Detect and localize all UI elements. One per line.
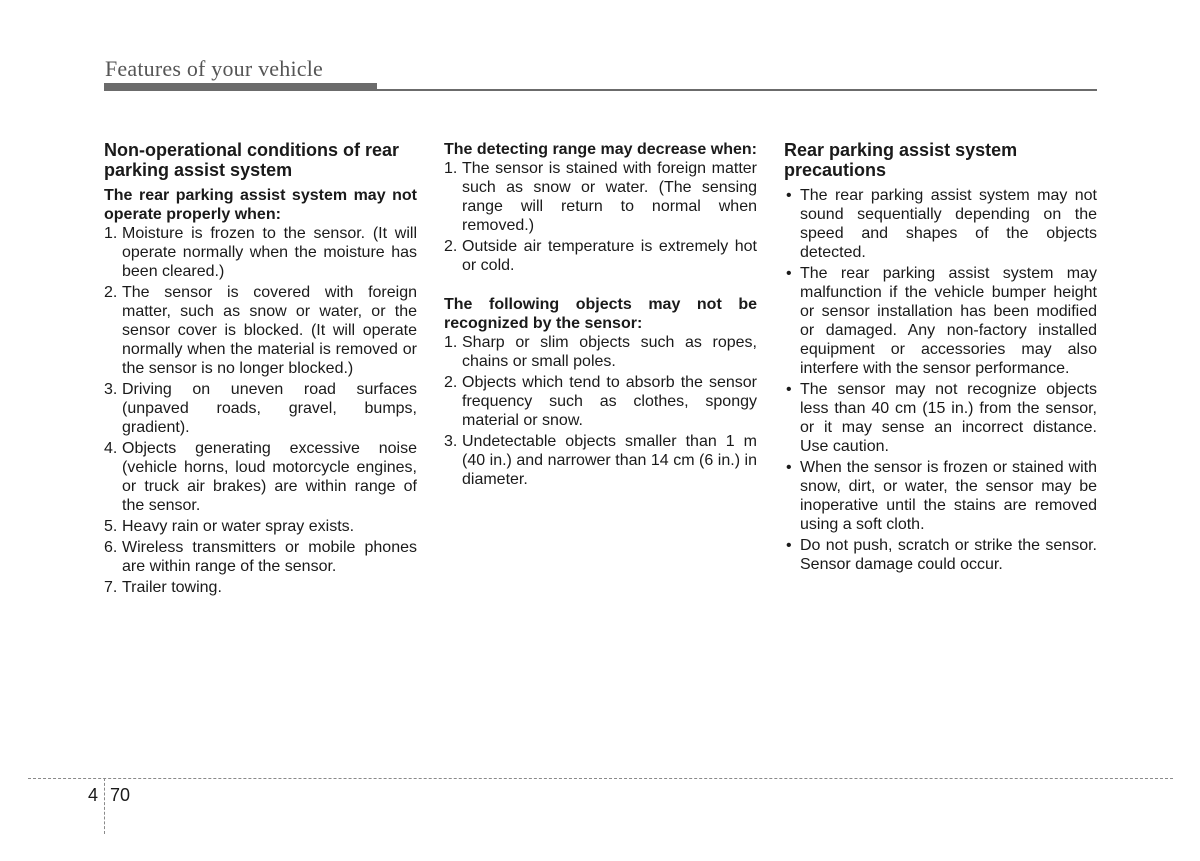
precautions-list [784,186,1097,574]
bullet-icon: • [786,459,792,476]
footer-vertical-dashed-rule [104,778,105,834]
detecting-range-list [444,159,757,275]
bullet-icon: • [786,265,792,282]
list-item: 3. Driving on uneven road surfaces (unpaved roads, gravel, bumps, gradient). [104,381,417,436]
subheading-detecting-range: The detecting range may decrease when: [444,141,757,158]
column-middle [444,140,757,491]
list-item: 5. Heavy rain or water spray exists. [104,518,355,535]
list-item: 6. Wireless transmitters or mobile phones are within range of the sensor. [104,539,417,575]
list-item: 2. Objects which tend to absorb the sensor frequency such as clothes, spongy material or snow. [444,374,757,429]
list-item: • When the sensor is frozen or stained with snow, dirt, or water, the sensor may be inoperative until the stains are removed using a soft cloth. [786,459,1097,533]
bullet-icon: • [786,381,792,398]
header-rule-thin [377,89,1097,91]
subheading-may-not-operate: The rear parking assist system may not operate properly when: [104,187,417,223]
list-item: • The sensor may not recognize objects less than 40 cm (15 in.) from the sensor, or it may sense an incorrect distance. Use caution. [786,381,1097,455]
list-item: 7. Trailer towing. [104,579,222,596]
list-item: 2. Outside air temperature is extremely hot or cold. [444,238,757,274]
non-operational-list [104,224,417,597]
list-item: • The rear parking assist system may malfunction if the vehicle bumper height or sensor installation has been modified or damaged. Any non-factory installed equipment or accessories may also interfere with the sensor performance. [786,265,1097,377]
list-item: 1. The sensor is stained with foreign matter such as snow or water. (The sensing range will return to normal when removed.) [444,160,757,234]
list-item: 1. Moisture is frozen to the sensor. (It will operate normally when the moisture has been cleared.) [104,225,417,280]
list-item: 1. Sharp or slim objects such as ropes, chains or small poles. [444,334,757,370]
header-rule-thick [104,83,377,91]
section-heading-precautions: Rear parking assist system precautions [784,140,1018,180]
list-item: • The rear parking assist system may not sound sequentially depending on the speed and shapes of the objects detected. [786,187,1097,261]
section-heading-non-operational: Non-operational conditions of rear parking assist system [104,140,400,180]
section-number: 4 [88,785,99,805]
bullet-icon: • [786,537,792,554]
not-recognized-list [444,333,757,489]
list-item: 3. Undetectable objects smaller than 1 m (40 in.) and narrower than 14 cm (6 in.) in diameter. [444,433,757,488]
list-item: 4. Objects generating excessive noise (vehicle horns, loud motorcycle engines, or truck air brakes) are within range of the sensor. [104,440,417,514]
list-item: 2. The sensor is covered with foreign matter, such as snow or water, or the sensor cover is blocked. (It will operate normally when the material is removed or the sensor is no longer blocked.) [104,284,417,377]
bullet-icon: • [786,187,792,204]
footer-dashed-rule [28,778,1173,779]
column-right [784,140,1097,576]
column-left [104,140,417,599]
list-item: • Do not push, scratch or strike the sensor. Sensor damage could occur. [786,537,1097,573]
page-header-title: Features of your vehicle [105,56,324,81]
page-number: 70 [110,785,131,805]
subheading-not-recognized: The following objects may not be recognized by the sensor: [444,296,757,332]
